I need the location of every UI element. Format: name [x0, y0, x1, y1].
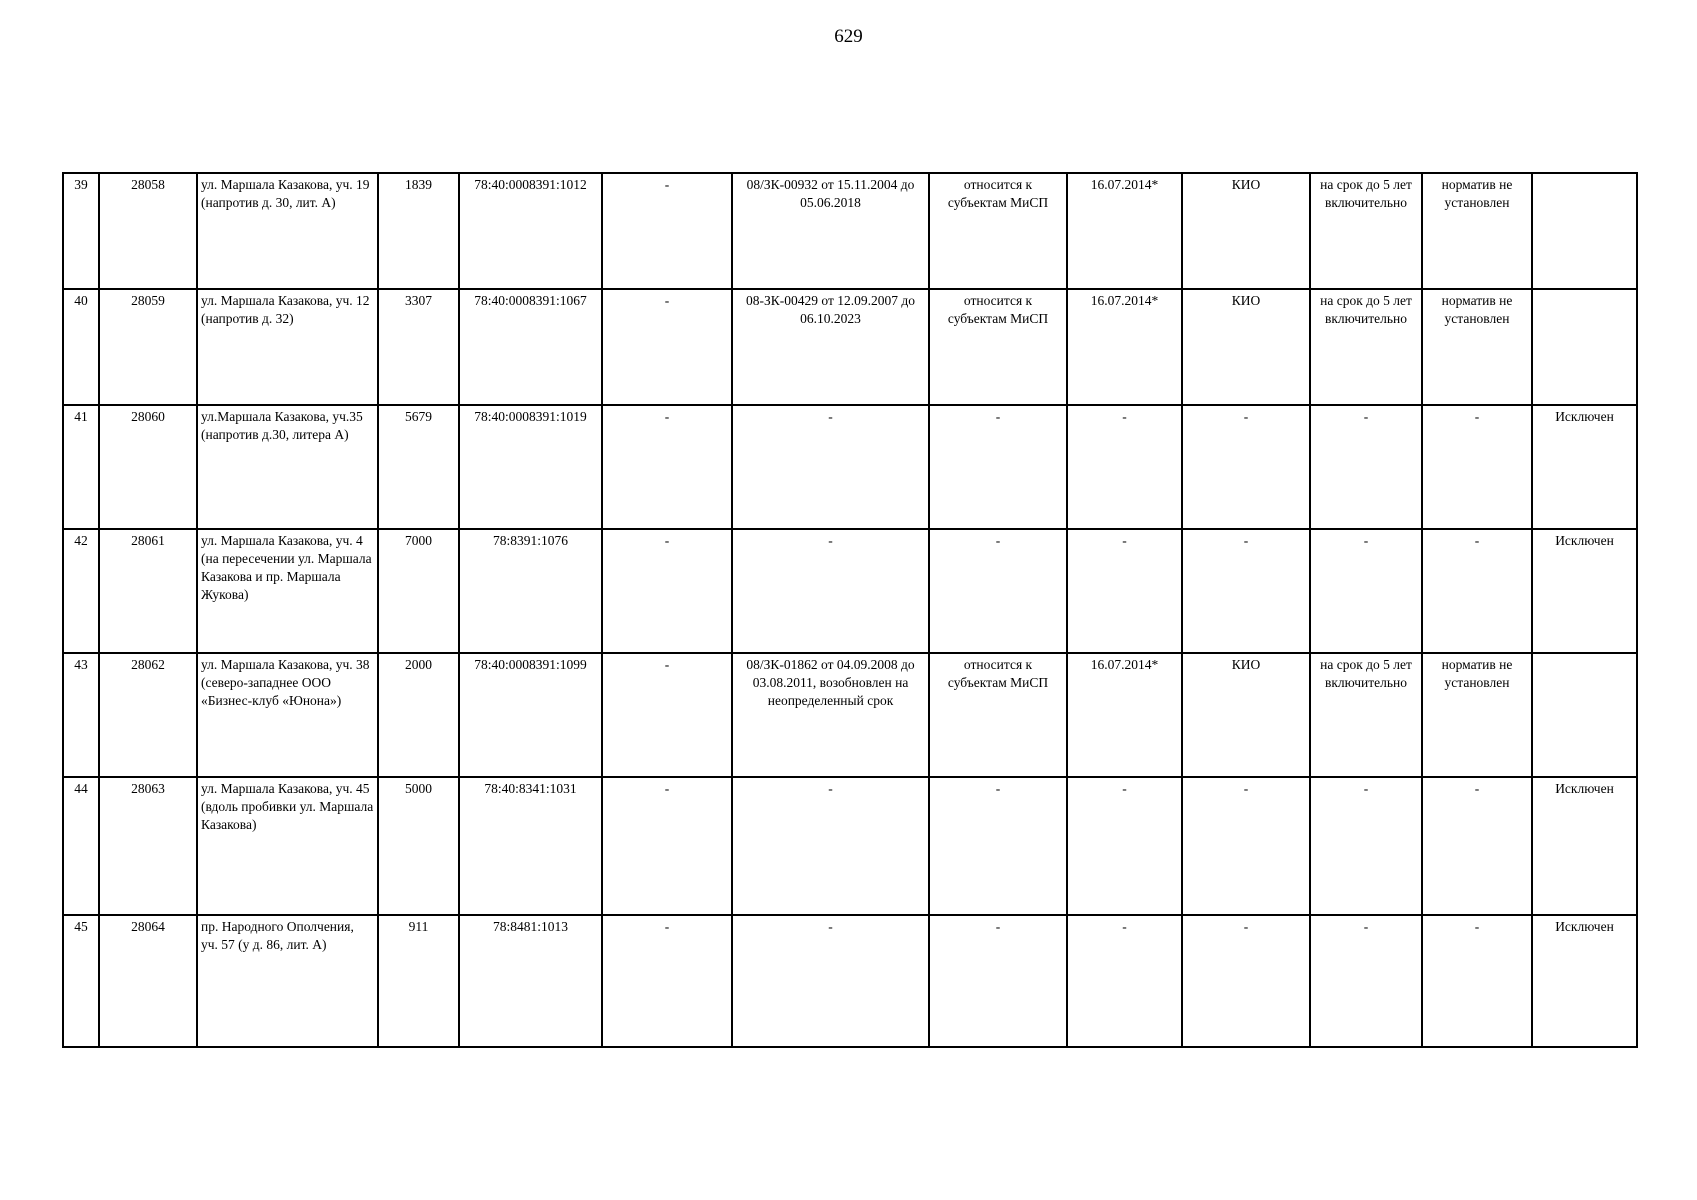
lease-contract-cell: 08/ЗК-01862 от 04.09.2008 до 03.08.2011, возобновлен на неопределенный срок — [732, 653, 929, 777]
page-number: 629 — [834, 26, 863, 47]
registry-id-cell: 28059 — [99, 289, 197, 405]
row-number-cell: 40 — [63, 289, 99, 405]
authority-cell: - — [1182, 405, 1310, 529]
lease-term-cell: на срок до 5 лет включительно — [1310, 289, 1422, 405]
date-cell: - — [1067, 405, 1182, 529]
norm-cell: - — [1422, 915, 1532, 1047]
registry-id-cell: 28062 — [99, 653, 197, 777]
authority-cell: - — [1182, 915, 1310, 1047]
date-cell: 16.07.2014* — [1067, 653, 1182, 777]
lease-contract-cell: 08/ЗК-00932 от 15.11.2004 до 05.06.2018 — [732, 173, 929, 289]
table-row — [63, 529, 1637, 653]
cadastral-number-cell: 78:40:0008391:1012 — [459, 173, 602, 289]
authority-cell: КИО — [1182, 289, 1310, 405]
smsp-status-cell: - — [929, 405, 1067, 529]
smsp-status-cell: - — [929, 529, 1067, 653]
lease-term-cell: - — [1310, 405, 1422, 529]
table-row — [63, 289, 1637, 405]
registry-id-cell: 28061 — [99, 529, 197, 653]
smsp-status-cell: относится к субъектам МиСП — [929, 173, 1067, 289]
area-cell: 3307 — [378, 289, 459, 405]
date-cell: 16.07.2014* — [1067, 173, 1182, 289]
smsp-status-cell: - — [929, 777, 1067, 915]
registry-id-cell: 28064 — [99, 915, 197, 1047]
row-number-cell: 39 — [63, 173, 99, 289]
authority-cell: КИО — [1182, 653, 1310, 777]
authority-cell: - — [1182, 529, 1310, 653]
note-cell — [1532, 653, 1637, 777]
table-row — [63, 405, 1637, 529]
land-plots-table — [62, 172, 1638, 1048]
note-cell — [1532, 173, 1637, 289]
address-cell: ул. Маршала Казакова, уч. 19 (напротив д. 30, лит. А) — [197, 173, 378, 289]
lease-contract-cell: - — [732, 777, 929, 915]
norm-cell: - — [1422, 405, 1532, 529]
authority-cell: - — [1182, 777, 1310, 915]
date-cell: - — [1067, 777, 1182, 915]
row-number-cell: 45 — [63, 915, 99, 1047]
note-cell: Исключен — [1532, 405, 1637, 529]
table-row — [63, 173, 1637, 289]
address-cell: пр. Народного Ополчения, уч. 57 (у д. 86, лит. А) — [197, 915, 378, 1047]
area-cell: 5679 — [378, 405, 459, 529]
address-cell: ул. Маршала Казакова, уч. 12 (напротив д. 32) — [197, 289, 378, 405]
lease-term-cell: - — [1310, 529, 1422, 653]
cadastral-number-cell: 78:40:0008391:1019 — [459, 405, 602, 529]
column-6-cell: - — [602, 653, 732, 777]
row-number-cell: 43 — [63, 653, 99, 777]
note-cell — [1532, 289, 1637, 405]
row-number-cell: 44 — [63, 777, 99, 915]
column-6-cell: - — [602, 915, 732, 1047]
area-cell: 7000 — [378, 529, 459, 653]
authority-cell: КИО — [1182, 173, 1310, 289]
norm-cell: норматив не установлен — [1422, 173, 1532, 289]
norm-cell: - — [1422, 529, 1532, 653]
lease-term-cell: - — [1310, 777, 1422, 915]
row-number-cell: 42 — [63, 529, 99, 653]
table-row — [63, 777, 1637, 915]
lease-contract-cell: - — [732, 529, 929, 653]
date-cell: - — [1067, 915, 1182, 1047]
area-cell: 2000 — [378, 653, 459, 777]
table-row — [63, 915, 1637, 1047]
lease-contract-cell: - — [732, 915, 929, 1047]
address-cell: ул. Маршала Казакова, уч. 45 (вдоль пробивки ул. Маршала Казакова) — [197, 777, 378, 915]
area-cell: 5000 — [378, 777, 459, 915]
cadastral-number-cell: 78:40:8341:1031 — [459, 777, 602, 915]
lease-contract-cell: 08-ЗК-00429 от 12.09.2007 до 06.10.2023 — [732, 289, 929, 405]
cadastral-number-cell: 78:40:0008391:1099 — [459, 653, 602, 777]
row-number-cell: 41 — [63, 405, 99, 529]
registry-id-cell: 28063 — [99, 777, 197, 915]
lease-term-cell: на срок до 5 лет включительно — [1310, 653, 1422, 777]
registry-id-cell: 28060 — [99, 405, 197, 529]
column-6-cell: - — [602, 405, 732, 529]
address-cell: ул. Маршала Казакова, уч. 38 (северо-западнее ООО «Бизнес-клуб «Юнона») — [197, 653, 378, 777]
lease-term-cell: на срок до 5 лет включительно — [1310, 173, 1422, 289]
cadastral-number-cell: 78:8391:1076 — [459, 529, 602, 653]
norm-cell: норматив не установлен — [1422, 653, 1532, 777]
lease-term-cell: - — [1310, 915, 1422, 1047]
column-6-cell: - — [602, 777, 732, 915]
smsp-status-cell: относится к субъектам МиСП — [929, 289, 1067, 405]
date-cell: 16.07.2014* — [1067, 289, 1182, 405]
note-cell: Исключен — [1532, 529, 1637, 653]
area-cell: 1839 — [378, 173, 459, 289]
column-6-cell: - — [602, 173, 732, 289]
smsp-status-cell: - — [929, 915, 1067, 1047]
date-cell: - — [1067, 529, 1182, 653]
lease-contract-cell: - — [732, 405, 929, 529]
address-cell: ул. Маршала Казакова, уч. 4 (на пересечении ул. Маршала Казакова и пр. Маршала Жукова) — [197, 529, 378, 653]
norm-cell: норматив не установлен — [1422, 289, 1532, 405]
cadastral-number-cell: 78:8481:1013 — [459, 915, 602, 1047]
area-cell: 911 — [378, 915, 459, 1047]
norm-cell: - — [1422, 777, 1532, 915]
address-cell: ул.Маршала Казакова, уч.35 (напротив д.30, литера А) — [197, 405, 378, 529]
smsp-status-cell: относится к субъектам МиСП — [929, 653, 1067, 777]
column-6-cell: - — [602, 529, 732, 653]
registry-id-cell: 28058 — [99, 173, 197, 289]
note-cell: Исключен — [1532, 777, 1637, 915]
column-6-cell: - — [602, 289, 732, 405]
cadastral-number-cell: 78:40:0008391:1067 — [459, 289, 602, 405]
table-row — [63, 653, 1637, 777]
note-cell: Исключен — [1532, 915, 1637, 1047]
